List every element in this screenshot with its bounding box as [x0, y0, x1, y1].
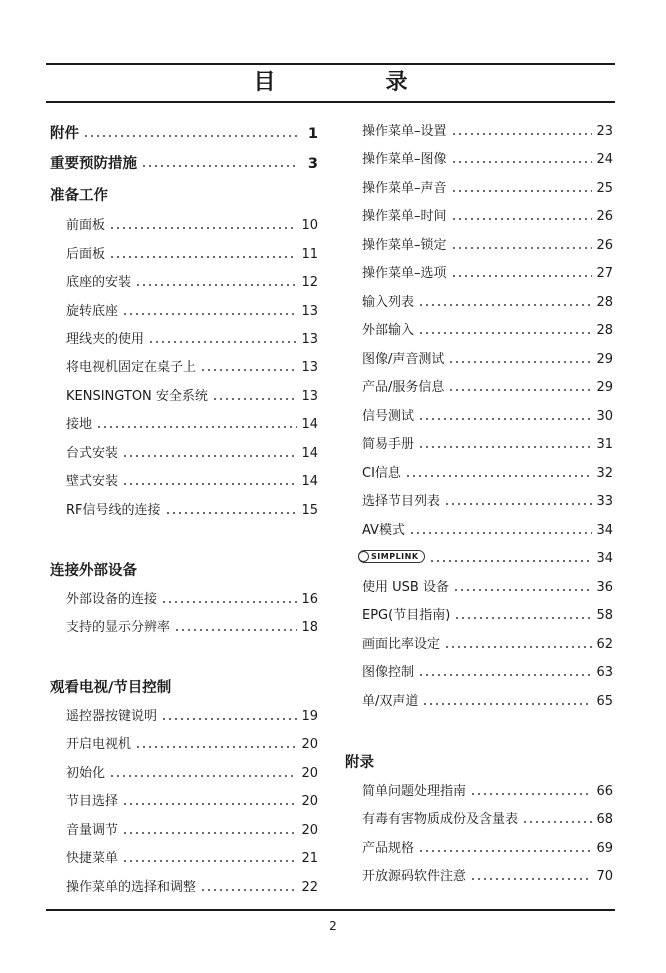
- leader-dots: [161, 718, 297, 720]
- toc-entry[interactable]: [362, 321, 613, 341]
- toc-entry-page: 26: [596, 209, 613, 224]
- toc-entry-page: 32: [596, 466, 613, 481]
- toc-entry[interactable]: [362, 810, 613, 830]
- toc-entry-page: 28: [596, 295, 613, 310]
- leader-dots: [212, 398, 298, 400]
- leader-dots: [122, 860, 297, 862]
- toc-entry-label: 产品/服务信息: [362, 380, 445, 395]
- leader-dots: [141, 165, 298, 167]
- toc-entry-page: 13: [301, 360, 318, 375]
- toc-entry[interactable]: [66, 764, 318, 784]
- toc-entry-page: 36: [596, 580, 613, 595]
- toc-entry[interactable]: [66, 618, 318, 638]
- toc-entry[interactable]: [66, 444, 318, 464]
- toc-entry-label: 将电视机固定在桌子上: [66, 360, 197, 375]
- toc-entry-page: 33: [596, 494, 613, 509]
- toc-entry-label: 外部设备的连接: [66, 592, 158, 607]
- toc-entry[interactable]: [66, 330, 318, 350]
- toc-entry-page: 21: [301, 851, 318, 866]
- leader-dots: [448, 389, 592, 391]
- top-rule: [46, 63, 615, 65]
- toc-entry-label: 操作菜单–锁定: [362, 238, 447, 253]
- toc-entry-label: 操作菜单–声音: [362, 181, 447, 196]
- section-title-watch: 观看电视/节目控制: [50, 680, 172, 696]
- toc-entry-label: 开放源码软件注意: [362, 869, 467, 884]
- toc-entry[interactable]: [362, 578, 613, 598]
- toc-entry-label: 单/双声道: [362, 694, 419, 709]
- toc-entry-label: 图像控制: [362, 665, 415, 680]
- toc-entry-page: 18: [301, 620, 318, 635]
- leader-dots: [122, 803, 297, 805]
- section-title-external: 连接外部设备: [50, 563, 137, 579]
- toc-entry-page: 14: [301, 417, 318, 432]
- toc-entry-label: 支持的显示分辨率: [66, 620, 171, 635]
- simplink-logo-text: SIMPLINK: [371, 551, 419, 561]
- toc-entry-page: 20: [301, 766, 318, 781]
- toc-entry-label: RF信号线的连接: [66, 503, 161, 518]
- toc-entry-page: 66: [596, 784, 613, 799]
- leader-dots: [451, 133, 593, 135]
- toc-entry-simplink[interactable]: [358, 549, 613, 569]
- toc-entry-page: 14: [301, 474, 318, 489]
- leader-dots: [470, 878, 592, 880]
- toc-entry[interactable]: [362, 293, 613, 313]
- toc-entry-page: 12: [301, 275, 318, 290]
- toc-entry[interactable]: [362, 606, 613, 626]
- leader-dots: [444, 646, 592, 648]
- toc-entry-label: 接地: [66, 417, 93, 432]
- leader-dots: [422, 703, 592, 705]
- leader-dots: [418, 304, 592, 306]
- toc-entry[interactable]: [362, 207, 613, 227]
- toc-entry-page: 20: [301, 737, 318, 752]
- toc-entry[interactable]: [66, 245, 318, 265]
- toc-entry[interactable]: [66, 387, 318, 407]
- toc-entry-page: 26: [596, 238, 613, 253]
- leader-dots: [444, 503, 592, 505]
- toc-entry-label: 操作菜单的选择和调整: [66, 880, 197, 895]
- leader-dots: [453, 589, 593, 591]
- leader-dots: [454, 617, 592, 619]
- toc-entry-page: 69: [596, 841, 613, 856]
- toc-entry-label: 输入列表: [362, 295, 415, 310]
- toc-entry[interactable]: [362, 521, 613, 541]
- toc-entry-label: CI信息: [362, 466, 401, 481]
- leader-dots: [522, 821, 592, 823]
- toc-entry[interactable]: [362, 407, 613, 427]
- toc-entry-page: 20: [301, 794, 318, 809]
- toc-entry-label: KENSINGTON 安全系统: [66, 389, 208, 404]
- simplink-logo-wrap: [358, 549, 425, 569]
- toc-entry-label: 旋转底座: [66, 304, 119, 319]
- toc-entry[interactable]: [362, 350, 613, 370]
- toc-entry-label: 产品规格: [362, 841, 415, 856]
- leader-dots: [165, 512, 298, 514]
- toc-entry[interactable]: [362, 179, 613, 199]
- toc-entry[interactable]: [66, 273, 318, 293]
- toc-entry-page: 58: [596, 608, 613, 623]
- leader-dots: [109, 227, 297, 229]
- leader-dots: [405, 475, 593, 477]
- toc-entry-label: 后面板: [66, 247, 106, 262]
- toc-entry[interactable]: [362, 782, 613, 802]
- leader-dots: [161, 601, 297, 603]
- toc-entry-page: 34: [596, 523, 613, 538]
- toc-entry[interactable]: [362, 492, 613, 512]
- toc-entry-label: 简易手册: [362, 437, 415, 452]
- toc-entry[interactable]: [362, 264, 613, 284]
- leader-dots: [109, 256, 297, 258]
- toc-entry-page: 62: [596, 637, 613, 652]
- toc-entry-page: 63: [596, 665, 613, 680]
- toc-entry[interactable]: [362, 867, 613, 887]
- leader-dots: [451, 190, 593, 192]
- toc-entry[interactable]: [362, 435, 613, 455]
- toc-entry[interactable]: [66, 849, 318, 869]
- toc-entry-page: 25: [596, 181, 613, 196]
- toc-entry-label: 重要预防措施: [50, 156, 137, 172]
- toc-entry[interactable]: [66, 358, 318, 378]
- toc-entry-page: 14: [301, 446, 318, 461]
- toc-entry-label: 画面比率设定: [362, 637, 441, 652]
- leader-dots: [418, 850, 592, 852]
- toc-entry[interactable]: [66, 501, 318, 521]
- toc-entry-page: 20: [301, 823, 318, 838]
- toc-entry-label: 前面板: [66, 218, 106, 233]
- leader-dots: [135, 746, 297, 748]
- leader-dots: [451, 275, 593, 277]
- toc-entry-label: 操作菜单–时间: [362, 209, 447, 224]
- toc-entry[interactable]: [66, 590, 318, 610]
- toc-entry-label: 快捷菜单: [66, 851, 119, 866]
- toc-entry-page: 13: [301, 304, 318, 319]
- page-title: 目 录: [253, 70, 452, 95]
- toc-entry-page: 28: [596, 323, 613, 338]
- toc-entry-label: AV模式: [362, 523, 405, 538]
- title-rule: [46, 101, 615, 103]
- leader-dots: [122, 483, 297, 485]
- toc-entry-page: 68: [596, 812, 613, 827]
- toc-entry-label: 操作菜单–设置: [362, 124, 447, 139]
- leader-dots: [409, 532, 592, 534]
- toc-entry-label: 有毒有害物质成份及含量表: [362, 812, 519, 827]
- toc-entry-label: 信号测试: [362, 409, 415, 424]
- toc-entry-page: 15: [301, 503, 318, 518]
- leader-dots: [122, 832, 297, 834]
- toc-entry-page: 65: [596, 694, 613, 709]
- toc-entry-label: 简单问题处理指南: [362, 784, 467, 799]
- toc-entry-page: 31: [596, 437, 613, 452]
- bottom-rule: [46, 909, 615, 911]
- toc-entry-label: 音量调节: [66, 823, 119, 838]
- toc-entry-label: 底座的安装: [66, 275, 132, 290]
- toc-entry-page: 10: [301, 218, 318, 233]
- toc-entry-label: 选择节目列表: [362, 494, 441, 509]
- toc-entry-page: 29: [596, 352, 613, 367]
- toc-entry-page: 29: [596, 380, 613, 395]
- leader-dots: [418, 332, 592, 334]
- toc-entry-label: 操作菜单–选项: [362, 266, 447, 281]
- page-number: 2: [329, 919, 337, 933]
- leader-dots: [174, 629, 297, 631]
- leader-dots: [451, 218, 593, 220]
- leader-dots: [418, 674, 592, 676]
- leader-dots: [135, 284, 297, 286]
- toc-entry[interactable]: [66, 302, 318, 322]
- leader-dots: [418, 446, 592, 448]
- toc-entry[interactable]: [66, 735, 318, 755]
- toc-entry[interactable]: [66, 216, 318, 236]
- toc-entry-page: 30: [596, 409, 613, 424]
- toc-entry[interactable]: [66, 707, 318, 727]
- toc-entry-page: 13: [301, 332, 318, 347]
- leader-dots: [451, 247, 593, 249]
- toc-entry-page: 22: [301, 880, 318, 895]
- toc-entry-label: 节目选择: [66, 794, 119, 809]
- toc-entry-label: EPG(节目指南): [362, 608, 451, 623]
- leader-dots: [109, 775, 297, 777]
- toc-entry[interactable]: [362, 839, 613, 859]
- toc-entry-page: 24: [596, 152, 613, 167]
- leader-dots: [470, 793, 592, 795]
- toc-entry[interactable]: [362, 122, 613, 142]
- simplink-logo-icon: [358, 550, 425, 563]
- toc-entry-label: 理线夹的使用: [66, 332, 145, 347]
- leader-dots: [448, 361, 592, 363]
- toc-entry-page: 23: [596, 124, 613, 139]
- toc-entry-page: 19: [301, 709, 318, 724]
- toc-entry[interactable]: [362, 236, 613, 256]
- toc-entry[interactable]: [362, 150, 613, 170]
- toc-entry-page: 3: [307, 156, 318, 172]
- toc-entry-page: 11: [301, 247, 318, 262]
- leader-dots: [451, 161, 593, 163]
- leader-dots: [83, 135, 298, 137]
- toc-entry[interactable]: [362, 464, 613, 484]
- leader-dots: [122, 455, 297, 457]
- toc-entry[interactable]: [66, 472, 318, 492]
- toc-entry[interactable]: [362, 663, 613, 683]
- toc-entry-label: 使用 USB 设备: [362, 580, 449, 595]
- toc-entry[interactable]: [362, 635, 613, 655]
- toc-entry-page: 13: [301, 389, 318, 404]
- leader-dots: [96, 426, 297, 428]
- toc-entry[interactable]: [66, 415, 318, 435]
- toc-entry-label: 外部输入: [362, 323, 415, 338]
- toc-entry-accessories[interactable]: [50, 124, 318, 144]
- toc-entry-page: 16: [301, 592, 318, 607]
- leader-dots: [418, 418, 592, 420]
- leader-dots: [122, 313, 297, 315]
- toc-entry-page: 1: [307, 126, 318, 142]
- toc-entry[interactable]: [66, 821, 318, 841]
- leader-dots: [148, 341, 297, 343]
- toc-entry-label: 遥控器按键说明: [66, 709, 158, 724]
- toc-entry-page: 70: [596, 869, 613, 884]
- toc-entry-label: 壁式安装: [66, 474, 119, 489]
- leader-dots: [200, 889, 297, 891]
- section-title-prep: 准备工作: [50, 188, 108, 204]
- toc-entry-label: 操作菜单–图像: [362, 152, 447, 167]
- toc-entry-label: 图像/声音测试: [362, 352, 445, 367]
- toc-entry-label: 台式安装: [66, 446, 119, 461]
- toc-entry[interactable]: [66, 792, 318, 812]
- section-title-appendix: 附录: [345, 755, 374, 771]
- simplink-ring-icon: [358, 551, 369, 562]
- toc-entry-precautions[interactable]: [50, 154, 318, 174]
- toc-entry[interactable]: [362, 378, 613, 398]
- toc-entry-label: 开启电视机: [66, 737, 132, 752]
- toc-entry-page: 27: [596, 266, 613, 281]
- toc-entry-label: 附件: [50, 126, 79, 142]
- toc-entry-page: 34: [596, 551, 613, 566]
- toc-entry-label: 初始化: [66, 766, 106, 781]
- leader-dots: [429, 560, 593, 562]
- toc-entry[interactable]: [66, 878, 318, 898]
- toc-entry[interactable]: [362, 692, 613, 712]
- leader-dots: [200, 369, 297, 371]
